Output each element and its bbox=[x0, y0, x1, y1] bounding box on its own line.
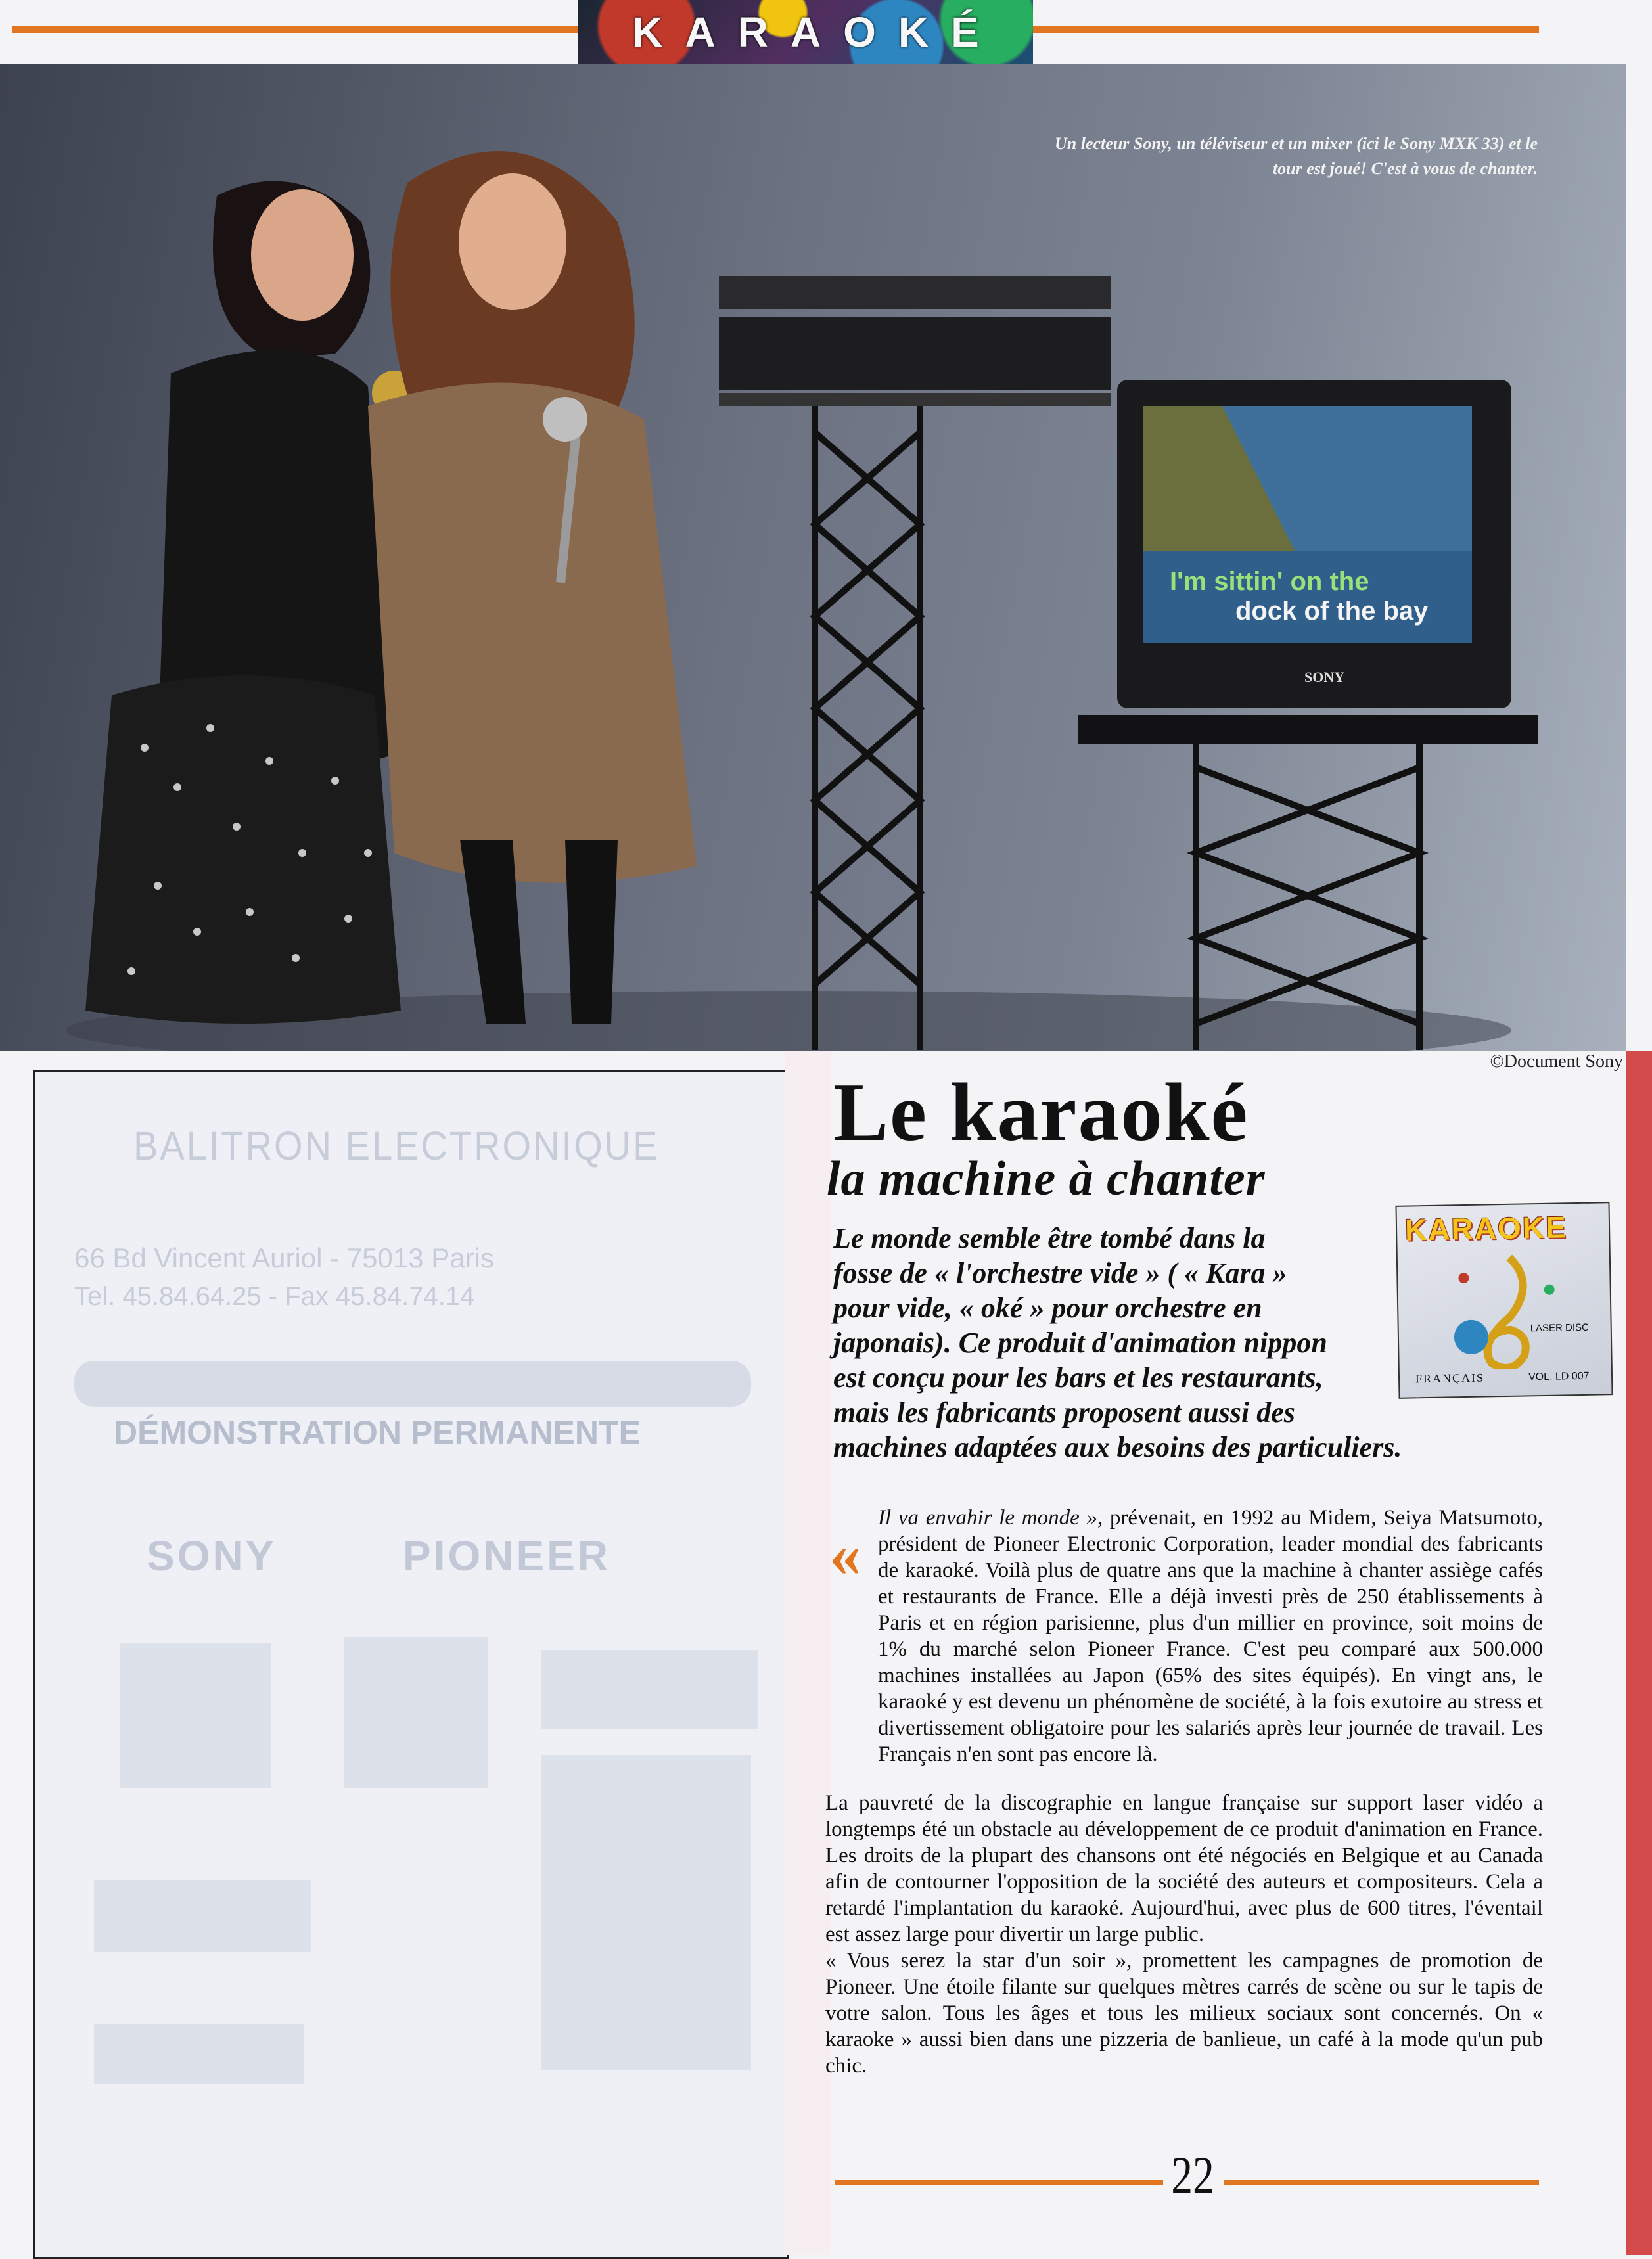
equipment-stand bbox=[719, 276, 1111, 1050]
tv-lyrics-line2: dock of the bay bbox=[1235, 597, 1429, 626]
ad-demo-banner: DÉMONSTRATION PERMANENTE bbox=[114, 1414, 641, 1451]
section-banner bbox=[578, 0, 1033, 64]
ad-band bbox=[74, 1361, 751, 1407]
laser-disc-sleeve bbox=[1395, 1202, 1613, 1399]
lead-line: mais les fabricants proposent aussi des bbox=[833, 1396, 1295, 1428]
column-background bbox=[785, 1051, 831, 2255]
lead-line: pour vide, « oké » pour orchestre en bbox=[833, 1292, 1262, 1324]
lead-line: machines adaptées aux besoins des particuliers. bbox=[833, 1431, 1402, 1463]
footer-rule-left bbox=[835, 2180, 1163, 2185]
ad-product-image bbox=[344, 1637, 488, 1788]
page-edge bbox=[1626, 1051, 1652, 2255]
section-title: KARAOKÉ bbox=[632, 9, 1001, 56]
ad-address: 66 Bd Vincent Auriol - 75013 Paris bbox=[74, 1243, 494, 1273]
lead-line: est conçu pour les bars et les restaurants, bbox=[833, 1361, 1323, 1394]
ad-store-name: BALITRON ELECTRONIQUE bbox=[133, 1122, 660, 1169]
ad-brand-pioneer: PIONEER bbox=[403, 1532, 611, 1580]
ad-product-image bbox=[94, 2024, 304, 2084]
paragraph-1 bbox=[825, 1505, 1543, 1768]
television bbox=[1078, 380, 1538, 1050]
disc-format: LASER DISC bbox=[1530, 1321, 1590, 1335]
singer-right bbox=[368, 151, 697, 1024]
photo-credit: ©Document Sony bbox=[1490, 1051, 1623, 1072]
paragraph-1-quote: Il va envahir le monde » bbox=[878, 1506, 1097, 1530]
tv-brand: SONY bbox=[1304, 669, 1345, 685]
opening-quote-mark: « bbox=[829, 1519, 861, 1589]
karaoke-photo bbox=[0, 64, 1626, 1051]
header-rule-left bbox=[12, 26, 578, 33]
disc-title: KARAOKE bbox=[1404, 1210, 1568, 1247]
ad-product-image bbox=[120, 1643, 271, 1788]
lead-line: Le monde semble être tombé dans la bbox=[833, 1222, 1266, 1254]
header-rule-right bbox=[1033, 26, 1539, 33]
article-subtitle: la machine à chanter bbox=[827, 1152, 1266, 1206]
article-title: Le karaoké bbox=[833, 1067, 1249, 1158]
paragraph-2: La pauvreté de la discographie en langue française sur support laser vidéo a longtemps été un obstacle au développement de ce produit d'animation en France. Les droits de la plupart des chansons ont été négociés en Belgique et au Canada afin de contourner l'opposition de la société des auteurs et compositeurs. Cela a retardé l'implantation du karaoké. Aujourd'hui, avec plus de 600 titres, l'éventail est assez large pour divertir un large public. bbox=[825, 1791, 1543, 1946]
paragraph-3: « Vous serez la star d'un soir », promettent les campagnes de promotion de Pioneer. Une étoile filante sur quelques mètres carrés de scène ou sur le tapis de votre salon. Tous les âges et tous les milieux sociaux sont concernés. On « karaoke » aussi bien dans une pizzeria de banlieue, un café à la mode qu'un pub chic. bbox=[825, 1949, 1543, 2078]
footer-rule-right bbox=[1224, 2180, 1539, 2185]
lead-line: japonais). Ce produit d'animation nippon bbox=[833, 1327, 1327, 1359]
paragraph-1-text: , prévenait, en 1992 au Midem, Seiya Matsumoto, président de Pioneer Electronic Corporation, leader mondial des fabricants de karaoké. Voilà plus de quatre ans que la machine à chanter assiège cafés et restaurants de France. Elle a déjà investi près de 250 établissements à Paris et en région parisienne, plus d'un millier en province, soit moins de 1% du marché selon Pioneer France. C'est peu comparé aux 500.000 machines installées au Japon (65% des sites équipés). En vingt ans, le karaoké y est devenu un phénomène de société, à la fois exutoire au stress et divertissement obligatoire pour les salariés après leur journée de travail. Les Français n'en sont pas encore là. bbox=[878, 1506, 1543, 1766]
singer-left bbox=[85, 181, 426, 1024]
photo-illustration bbox=[0, 64, 1626, 1051]
ad-brand-sony: SONY bbox=[147, 1532, 277, 1580]
article-body bbox=[825, 1505, 1543, 2101]
photo-caption: Un lecteur Sony, un téléviseur et un mixer (ici le Sony MXK 33) et le tour est joué! C'est à vous de chanter. bbox=[1055, 134, 1538, 178]
lead-line: fosse de « l'orchestre vide » ( « Kara » bbox=[833, 1257, 1287, 1289]
disc-volume: VOL. LD 007 bbox=[1528, 1370, 1590, 1383]
disc-language: FRANÇAIS bbox=[1415, 1371, 1485, 1386]
treble-clef-icon bbox=[1437, 1250, 1571, 1370]
faded-advertisement bbox=[33, 1070, 789, 2259]
ad-phone: Tel. 45.84.64.25 - Fax 45.84.74.14 bbox=[74, 1282, 475, 1311]
ad-product-image bbox=[541, 1650, 758, 1729]
tv-lyrics-line1: I'm sittin' on the bbox=[1170, 567, 1369, 596]
page-number: 22 bbox=[1171, 2145, 1214, 2205]
ad-product-image bbox=[94, 1880, 311, 1952]
ad-product-image bbox=[541, 1755, 751, 2070]
